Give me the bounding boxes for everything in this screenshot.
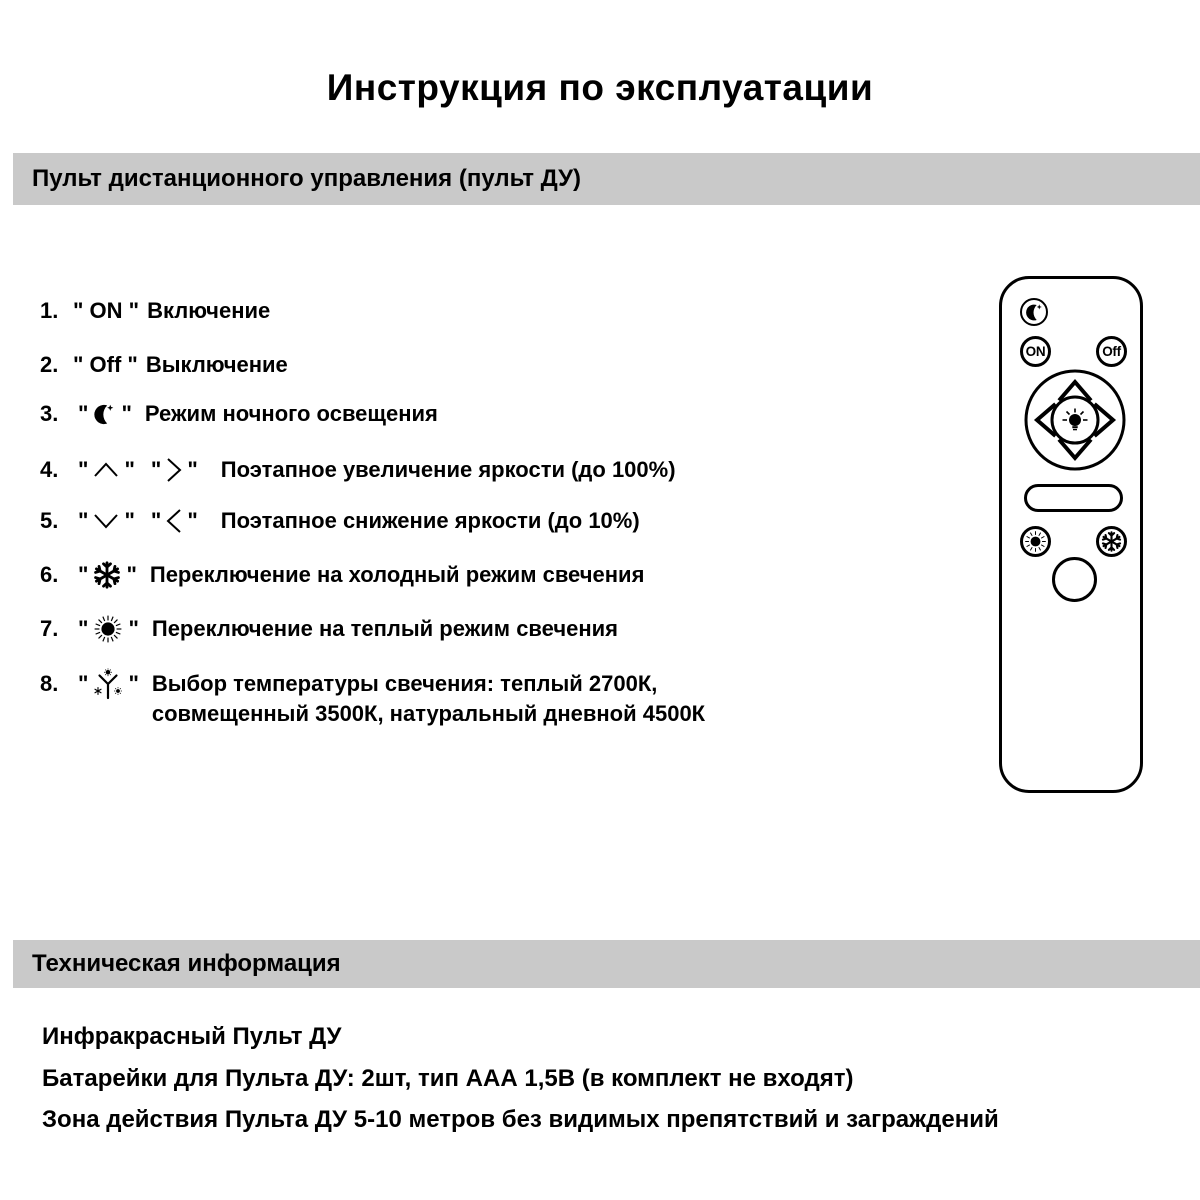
list-item-temperature-select (40, 669, 705, 729)
list-item-night-mode (40, 398, 438, 430)
blank-round-button (1052, 557, 1097, 602)
item-number: 1. (40, 298, 59, 323)
remote-illustration (999, 276, 1143, 793)
quote-mark: " (78, 671, 89, 696)
item-number: 7. (40, 616, 59, 641)
list-item-off (40, 349, 288, 381)
item-text: Переключение на теплый режим свечения (151, 616, 619, 641)
off-button-label: Off (1102, 344, 1121, 359)
quote-mark: " (78, 616, 89, 641)
item-text: Режим ночного освещения (144, 401, 438, 426)
item-text: Поэтапное снижение яркости (до 10%) (220, 508, 640, 533)
chevron-down-icon (93, 513, 119, 529)
quote-mark: " (150, 457, 162, 482)
sun-icon (93, 614, 123, 644)
quote-mark: " (128, 671, 139, 696)
section-heading-tech: Техническая информация (32, 950, 341, 977)
list-item-brightness-down (40, 505, 640, 537)
quote-mark: " (78, 401, 89, 426)
warm-mode-button (1020, 526, 1051, 557)
quote-mark: " (124, 457, 135, 482)
list-item-warm-mode (40, 613, 618, 645)
blank-pill-button (1024, 484, 1123, 512)
snowflake-icon (1101, 531, 1122, 552)
page-title: Инструкция по эксплуатации (326, 67, 874, 108)
item-number: 2. (40, 352, 59, 377)
list-item-on (40, 295, 270, 327)
tech-info-line: Батарейки для Пульта ДУ: 2шт, тип ААА 1,5В (в комплект не входят) (42, 1065, 854, 1092)
item-number: 4. (40, 457, 59, 482)
item-number: 5. (40, 508, 59, 533)
item-number: 8. (40, 671, 59, 696)
item-label: " ON " (73, 298, 140, 323)
item-number: 6. (40, 562, 59, 587)
quote-mark: " (187, 508, 198, 533)
chevron-left-icon (166, 508, 182, 534)
tech-info-line: Зона действия Пульта ДУ 5-10 метров без видимых препятствий и заграждений (42, 1106, 999, 1133)
item-text: Выбор температуры свечения: теплый 2700К, (151, 671, 658, 696)
off-button (1096, 336, 1127, 367)
snowflake-icon (93, 561, 121, 589)
list-item-brightness-up (40, 454, 676, 486)
item-label: " Off " (73, 352, 138, 377)
tech-info-line: Инфракрасный Пульт ДУ (42, 1023, 342, 1050)
item-text: Поэтапное увеличение яркости (до 100%) (220, 457, 676, 482)
on-button (1020, 336, 1051, 367)
item-number: 3. (40, 401, 59, 426)
chevron-right-icon (166, 457, 182, 483)
section-heading-remote: Пульт дистанционного управления (пульт ДУ) (32, 165, 581, 192)
item-text: Включение (147, 298, 271, 323)
item-text-line2: совмещенный 3500К, натуральный дневной 4500К (151, 701, 706, 726)
quote-mark: " (128, 616, 139, 641)
night-mode-button (1020, 298, 1048, 326)
quote-mark: " (126, 562, 137, 587)
quote-mark: " (78, 562, 89, 587)
quote-mark: " (124, 508, 135, 533)
dpad-control (1023, 368, 1127, 472)
section-banner-remote (13, 153, 1200, 205)
cold-mode-button (1096, 526, 1127, 557)
section-banner-tech (13, 940, 1200, 988)
quote-mark: " (187, 457, 198, 482)
moon-icon (93, 402, 116, 427)
moon-icon (1025, 303, 1044, 322)
temperature-select-icon (93, 668, 123, 701)
sun-icon (1024, 530, 1047, 553)
bulb-icon (1063, 409, 1088, 430)
quote-mark: " (78, 508, 89, 533)
on-button-label: ON (1025, 344, 1046, 359)
quote-mark: " (121, 401, 132, 426)
quote-mark: " (78, 457, 89, 482)
chevron-up-icon (93, 462, 119, 478)
quote-mark: " (150, 508, 162, 533)
list-item-cold-mode (40, 559, 644, 591)
item-text: Выключение (145, 352, 288, 377)
item-text: Переключение на холодный режим свечения (149, 562, 645, 587)
